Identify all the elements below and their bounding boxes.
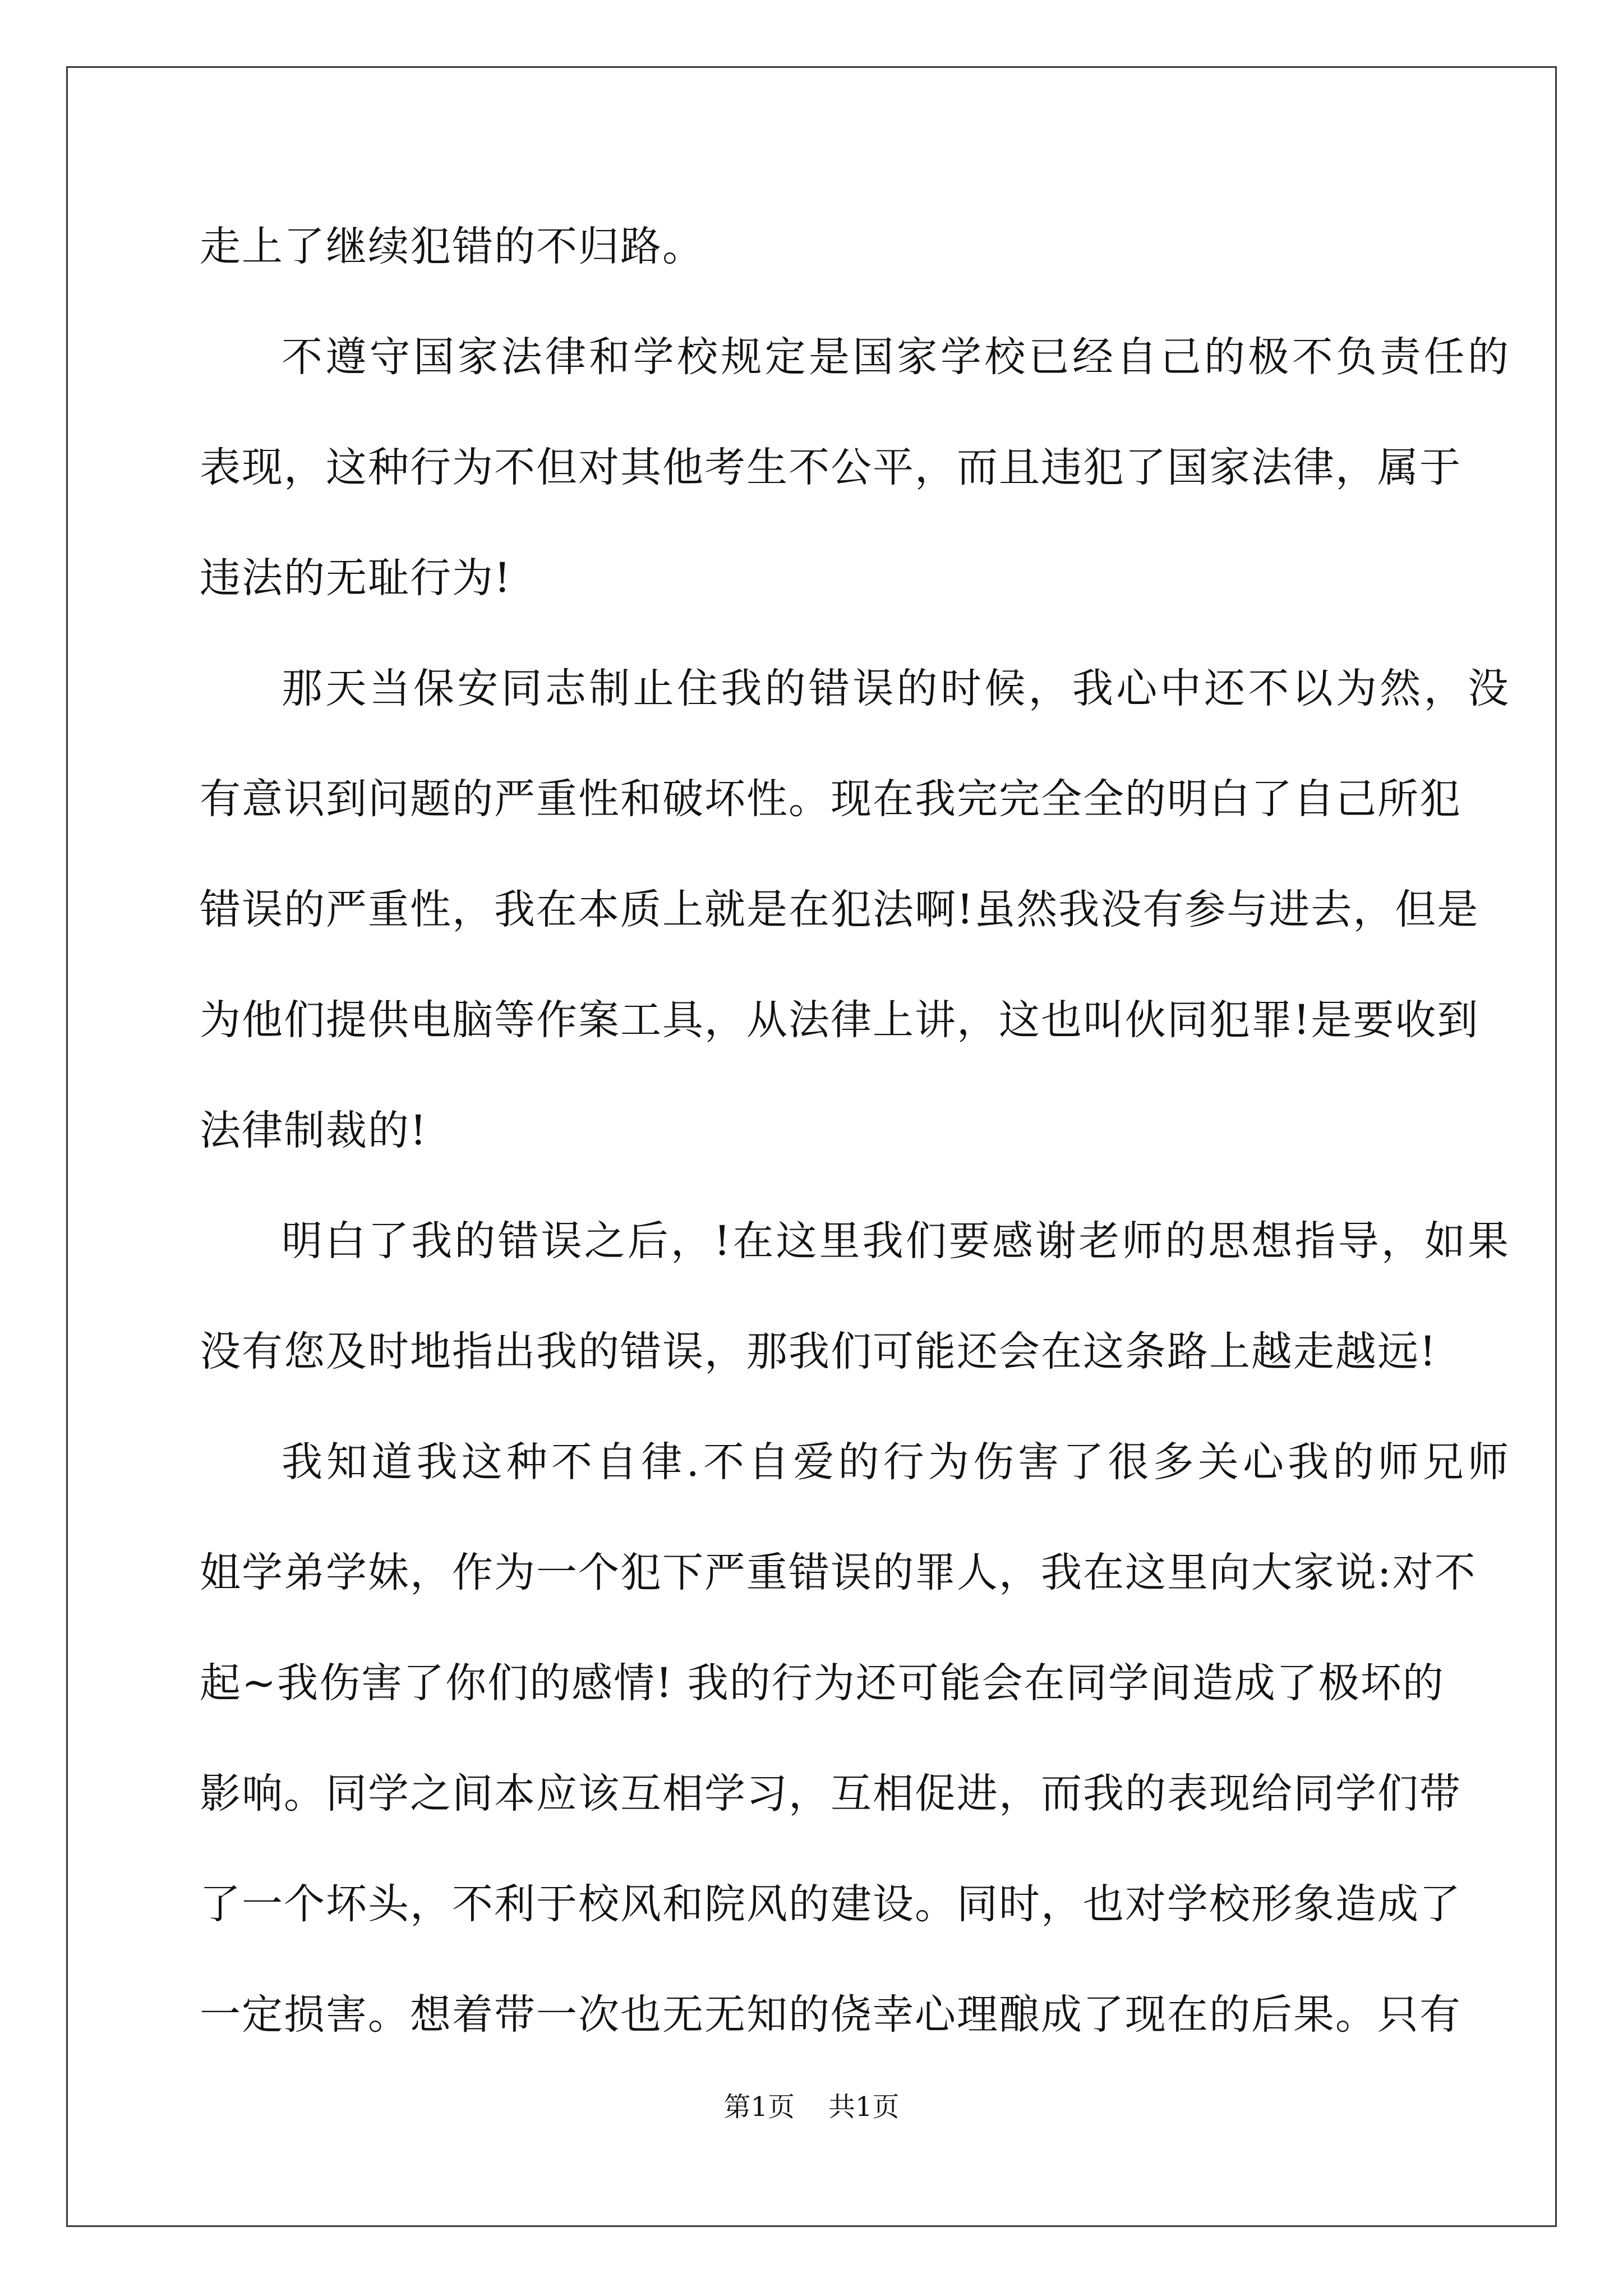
paragraph-line-5: 那天当保安同志制止住我的错误的时候，我心中还不以为然，没 [282,665,1510,712]
paragraph-line-17: 一定损害。想着带一次也无无知的侥幸心理酿成了现在的后果。只有 [200,1991,1461,2039]
paragraph-line-9: 法律制裁的! [200,1107,428,1154]
paragraph-line-12: 我知道我这种不自律.不自爱的行为伤害了很多关心我的师兄师 [282,1438,1510,1486]
paragraph-line-6: 有意识到问题的严重性和破坏性。现在我完完全全的明白了自己所犯 [200,775,1461,823]
paragraph-line-16: 了一个坏头，不利于校风和院风的建设。同时，也对学校形象造成了 [200,1880,1461,1928]
paragraph-line-13: 姐学弟学妹，作为一个犯下严重错误的罪人，我在这里向大家说:对不 [200,1549,1477,1596]
paragraph-line-3: 表现，这种行为不但对其他考生不公平，而且违犯了国家法律，属于 [200,444,1461,491]
paragraph-line-15: 影响。同学之间本应该互相学习，互相促进，而我的表现给同学们带 [200,1770,1461,1818]
paragraph-line-11: 没有您及时地指出我的错误，那我们可能还会在这条路上越走越远! [200,1328,1437,1375]
page-footer [0,2090,1623,2124]
page-number: 第1页 [723,2091,795,2123]
paragraph-line-10: 明白了我的错误之后，!在这里我们要感谢老师的思想指导，如果 [282,1217,1510,1265]
page-total: 共1页 [828,2091,900,2123]
paragraph-line-8: 为他们提供电脑等作案工具，从法律上讲，这也叫伙同犯罪!是要收到 [200,996,1479,1044]
paragraph-line-4: 违法的无耻行为! [200,554,512,602]
paragraph-line-1: 走上了继续犯错的不归路。 [200,223,704,270]
paragraph-line-2: 不遵守国家法律和学校规定是国家学校已经自己的极不负责任的 [282,333,1510,381]
paragraph-line-14: 起~我伤害了你们的感情! 我的行为还可能会在同学间造成了极坏的 [200,1659,1445,1707]
paragraph-line-7: 错误的严重性，我在本质上就是在犯法啊!虽然我没有参与进去，但是 [200,886,1479,933]
